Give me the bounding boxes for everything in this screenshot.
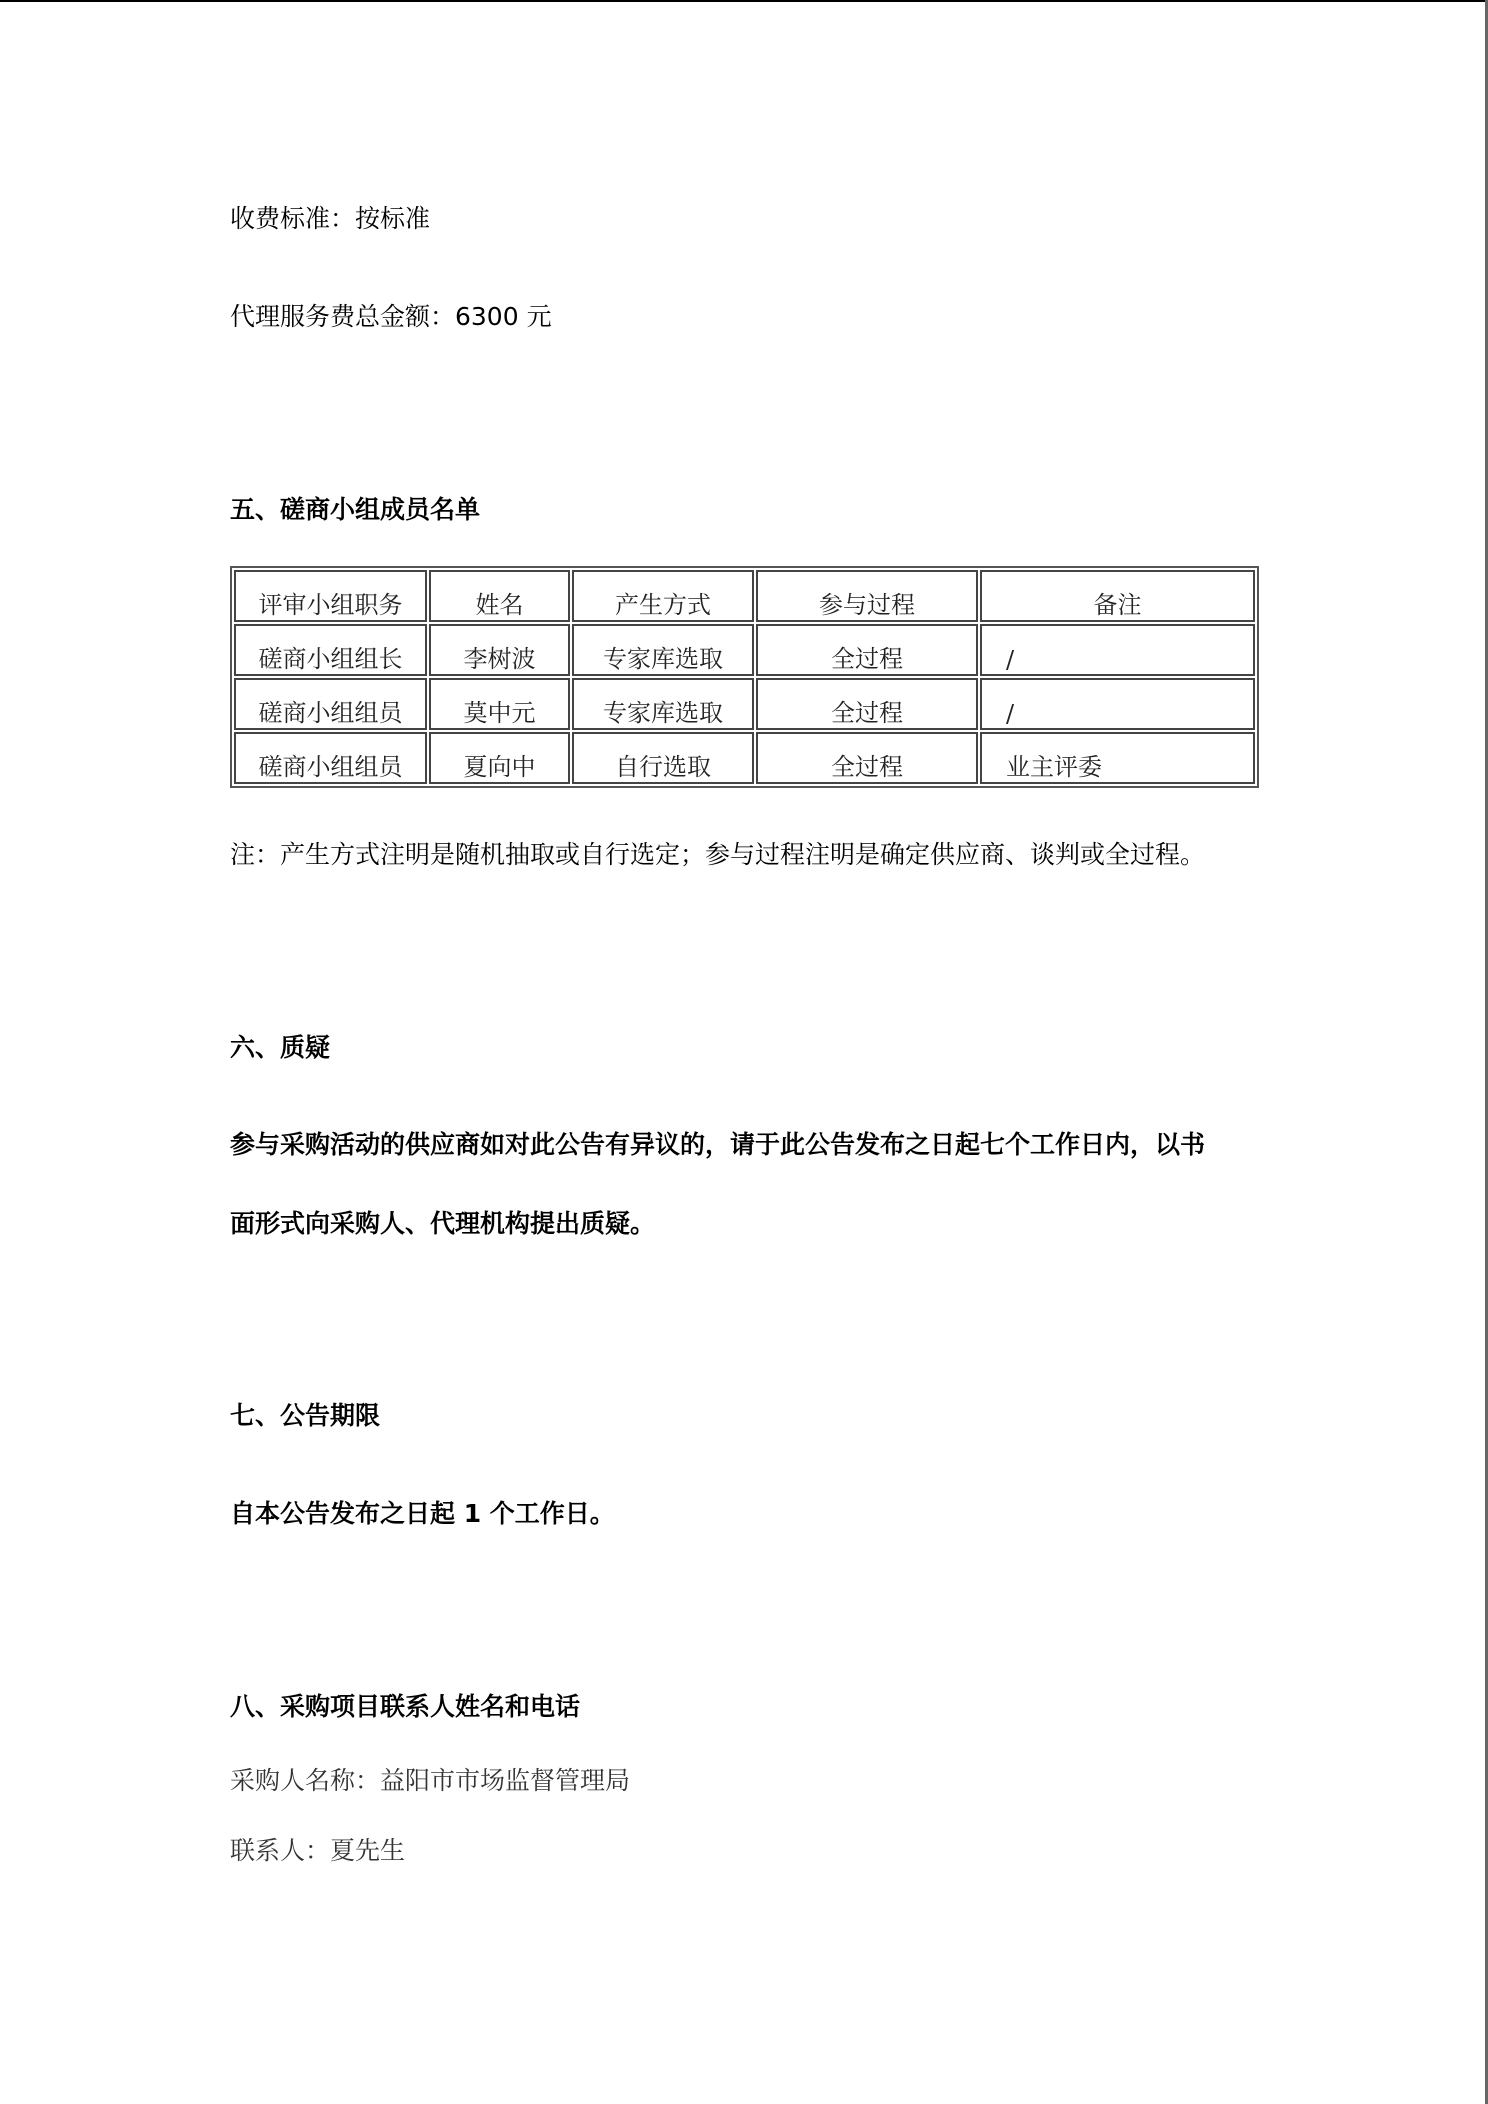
fee-standard: 收费标准：按标准 xyxy=(230,204,431,233)
table-header: 姓名 xyxy=(429,570,570,622)
table-header: 参与过程 xyxy=(756,570,978,622)
section7-title: 七、公告期限 xyxy=(230,1401,381,1430)
table-header: 产生方式 xyxy=(572,570,754,622)
table-row xyxy=(234,678,1255,730)
table-cell: 磋商小组组员 xyxy=(234,732,427,784)
table-header: 评审小组职务 xyxy=(234,570,427,622)
page-border-top xyxy=(0,0,1488,2)
section8-title: 八、采购项目联系人姓名和电话 xyxy=(230,1692,581,1721)
section7-body: 自本公告发布之日起 1 个工作日。 xyxy=(230,1499,615,1528)
section6-line2: 面形式向采购人、代理机构提出质疑。 xyxy=(230,1209,656,1238)
table-cell: 业主评委 xyxy=(980,732,1255,784)
panel-members-table xyxy=(230,566,1259,788)
table-note: 注：产生方式注明是随机抽取或自行选定；参与过程注明是确定供应商、谈判或全过程。 xyxy=(230,840,1206,869)
table-header-row xyxy=(234,570,1255,622)
table-cell: 李树波 xyxy=(429,624,570,676)
purchaser-name: 采购人名称：益阳市市场监督管理局 xyxy=(230,1766,631,1795)
fee-total: 代理服务费总金额：6300 元 xyxy=(230,302,552,331)
section5-title: 五、磋商小组成员名单 xyxy=(230,495,481,524)
table-header: 备注 xyxy=(980,570,1255,622)
table-cell: 夏向中 xyxy=(429,732,570,784)
section6-title: 六、质疑 xyxy=(230,1033,331,1062)
table-cell: 磋商小组组员 xyxy=(234,678,427,730)
table-cell: 自行选取 xyxy=(572,732,754,784)
table-cell: / xyxy=(980,624,1255,676)
contact-person: 联系人：夏先生 xyxy=(230,1836,406,1865)
table-cell: 全过程 xyxy=(756,624,978,676)
table-cell: 专家库选取 xyxy=(572,678,754,730)
table-cell: 全过程 xyxy=(756,732,978,784)
table-cell: 莫中元 xyxy=(429,678,570,730)
table-cell: 全过程 xyxy=(756,678,978,730)
table-cell: 磋商小组组长 xyxy=(234,624,427,676)
table-row xyxy=(234,624,1255,676)
table-cell: 专家库选取 xyxy=(572,624,754,676)
table-row xyxy=(234,732,1255,784)
table-cell: / xyxy=(980,678,1255,730)
section6-line1: 参与采购活动的供应商如对此公告有异议的，请于此公告发布之日起七个工作日内，以书 xyxy=(230,1130,1206,1159)
